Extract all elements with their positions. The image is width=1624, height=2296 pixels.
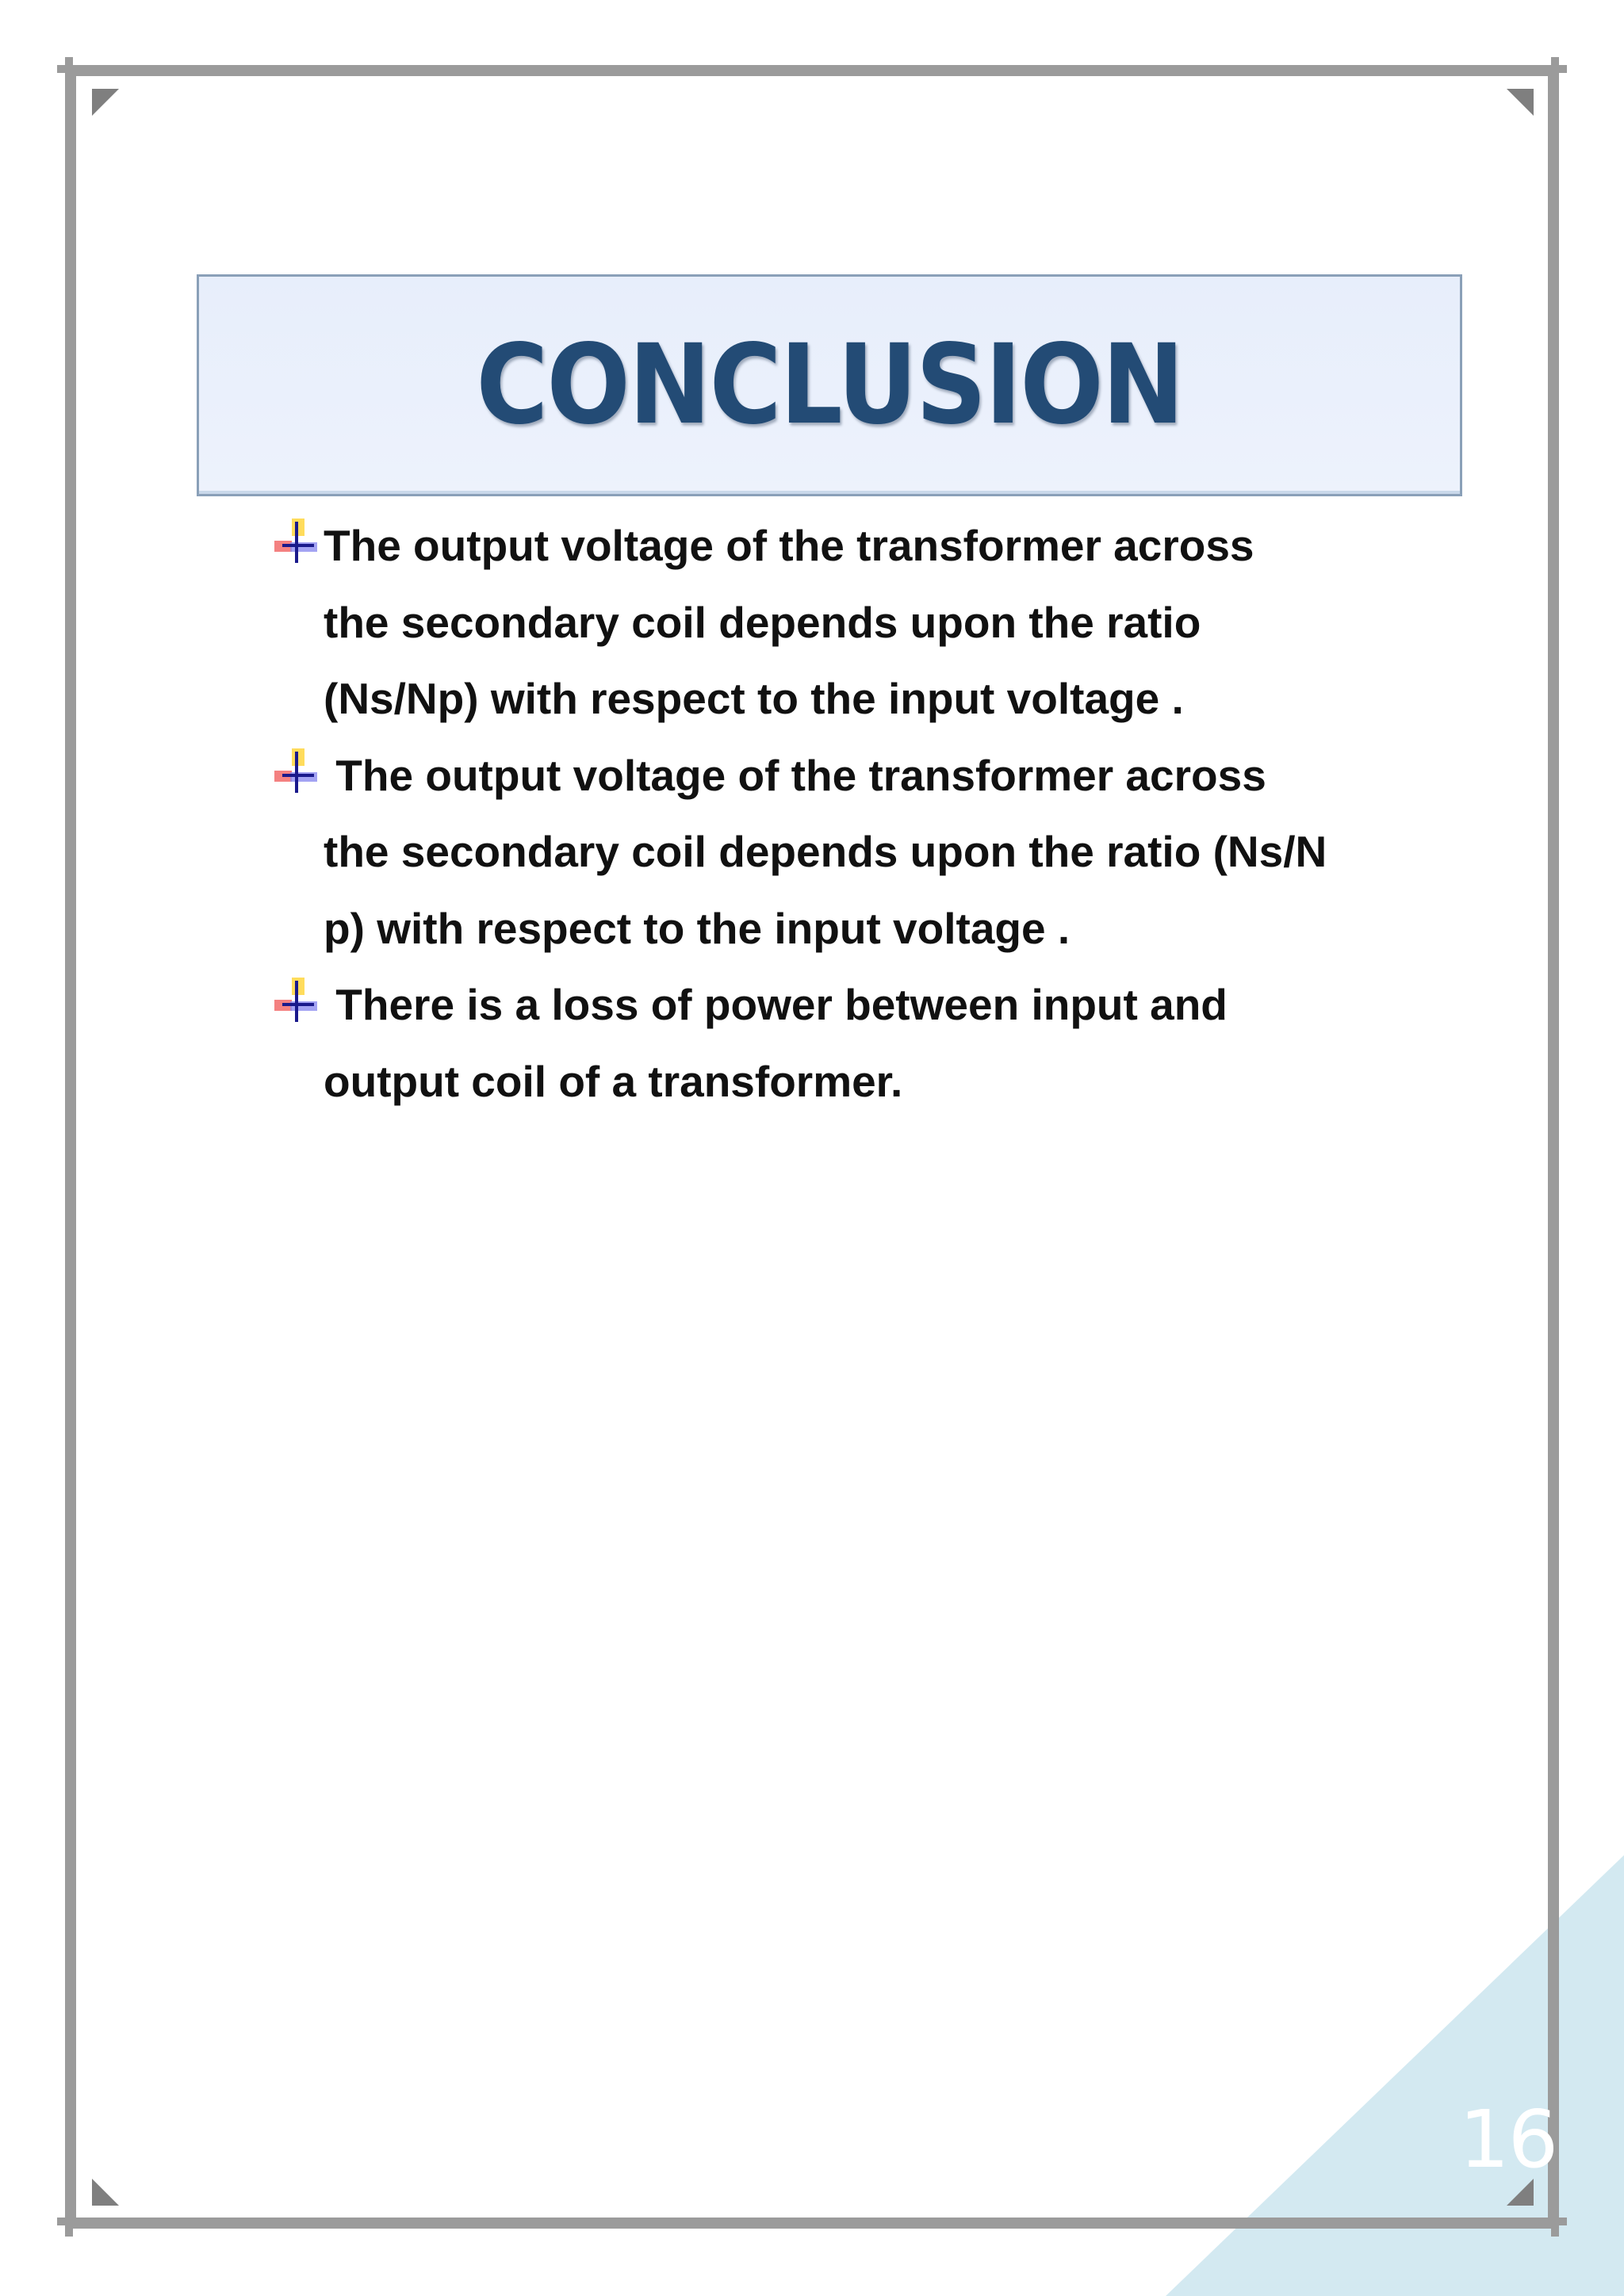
cross-bullet-icon	[271, 517, 322, 568]
title-banner	[197, 274, 1462, 496]
page-frame-right	[1548, 65, 1559, 2229]
frame-notch	[1551, 57, 1559, 65]
bullet-text-line: The output voltage of the transformer across	[324, 750, 1266, 800]
frame-corner-top-right	[1507, 89, 1534, 116]
bullet-text-line: There is a loss of power between input and	[324, 980, 1228, 1029]
list-item	[271, 966, 1508, 1119]
bullet-text-line: the secondary coil depends upon the ratio (Ns/N	[324, 827, 1327, 876]
frame-corner-top-left	[92, 89, 119, 116]
page-frame-top	[65, 65, 1559, 76]
list-item	[271, 507, 1508, 737]
page-number: 16	[1459, 2093, 1557, 2186]
bullet-text-line: The output voltage of the transformer across	[324, 521, 1254, 570]
frame-notch	[1559, 65, 1567, 73]
frame-notch	[65, 2229, 73, 2237]
cross-bullet-icon	[271, 976, 322, 1027]
bullet-text-line: the secondary coil depends upon the ratio	[324, 597, 1201, 647]
page-frame-bottom	[65, 2218, 1559, 2229]
page-title: CONCLUSION	[476, 321, 1183, 450]
frame-notch	[1551, 2229, 1559, 2237]
frame-corner-bottom-left	[92, 2179, 119, 2206]
cross-bullet-icon	[271, 747, 322, 798]
bullet-text-line: output coil of a transformer.	[324, 1056, 903, 1106]
frame-notch	[57, 2218, 65, 2225]
frame-notch	[65, 57, 73, 65]
frame-notch	[57, 65, 65, 73]
list-item	[271, 737, 1508, 967]
conclusion-bullet-list	[271, 507, 1508, 1119]
bullet-text-line: (Ns/Np) with respect to the input voltage .	[324, 674, 1184, 723]
bullet-text-line: p) with respect to the input voltage .	[324, 903, 1071, 953]
page-frame-left	[65, 65, 76, 2229]
frame-notch	[1559, 2218, 1567, 2225]
